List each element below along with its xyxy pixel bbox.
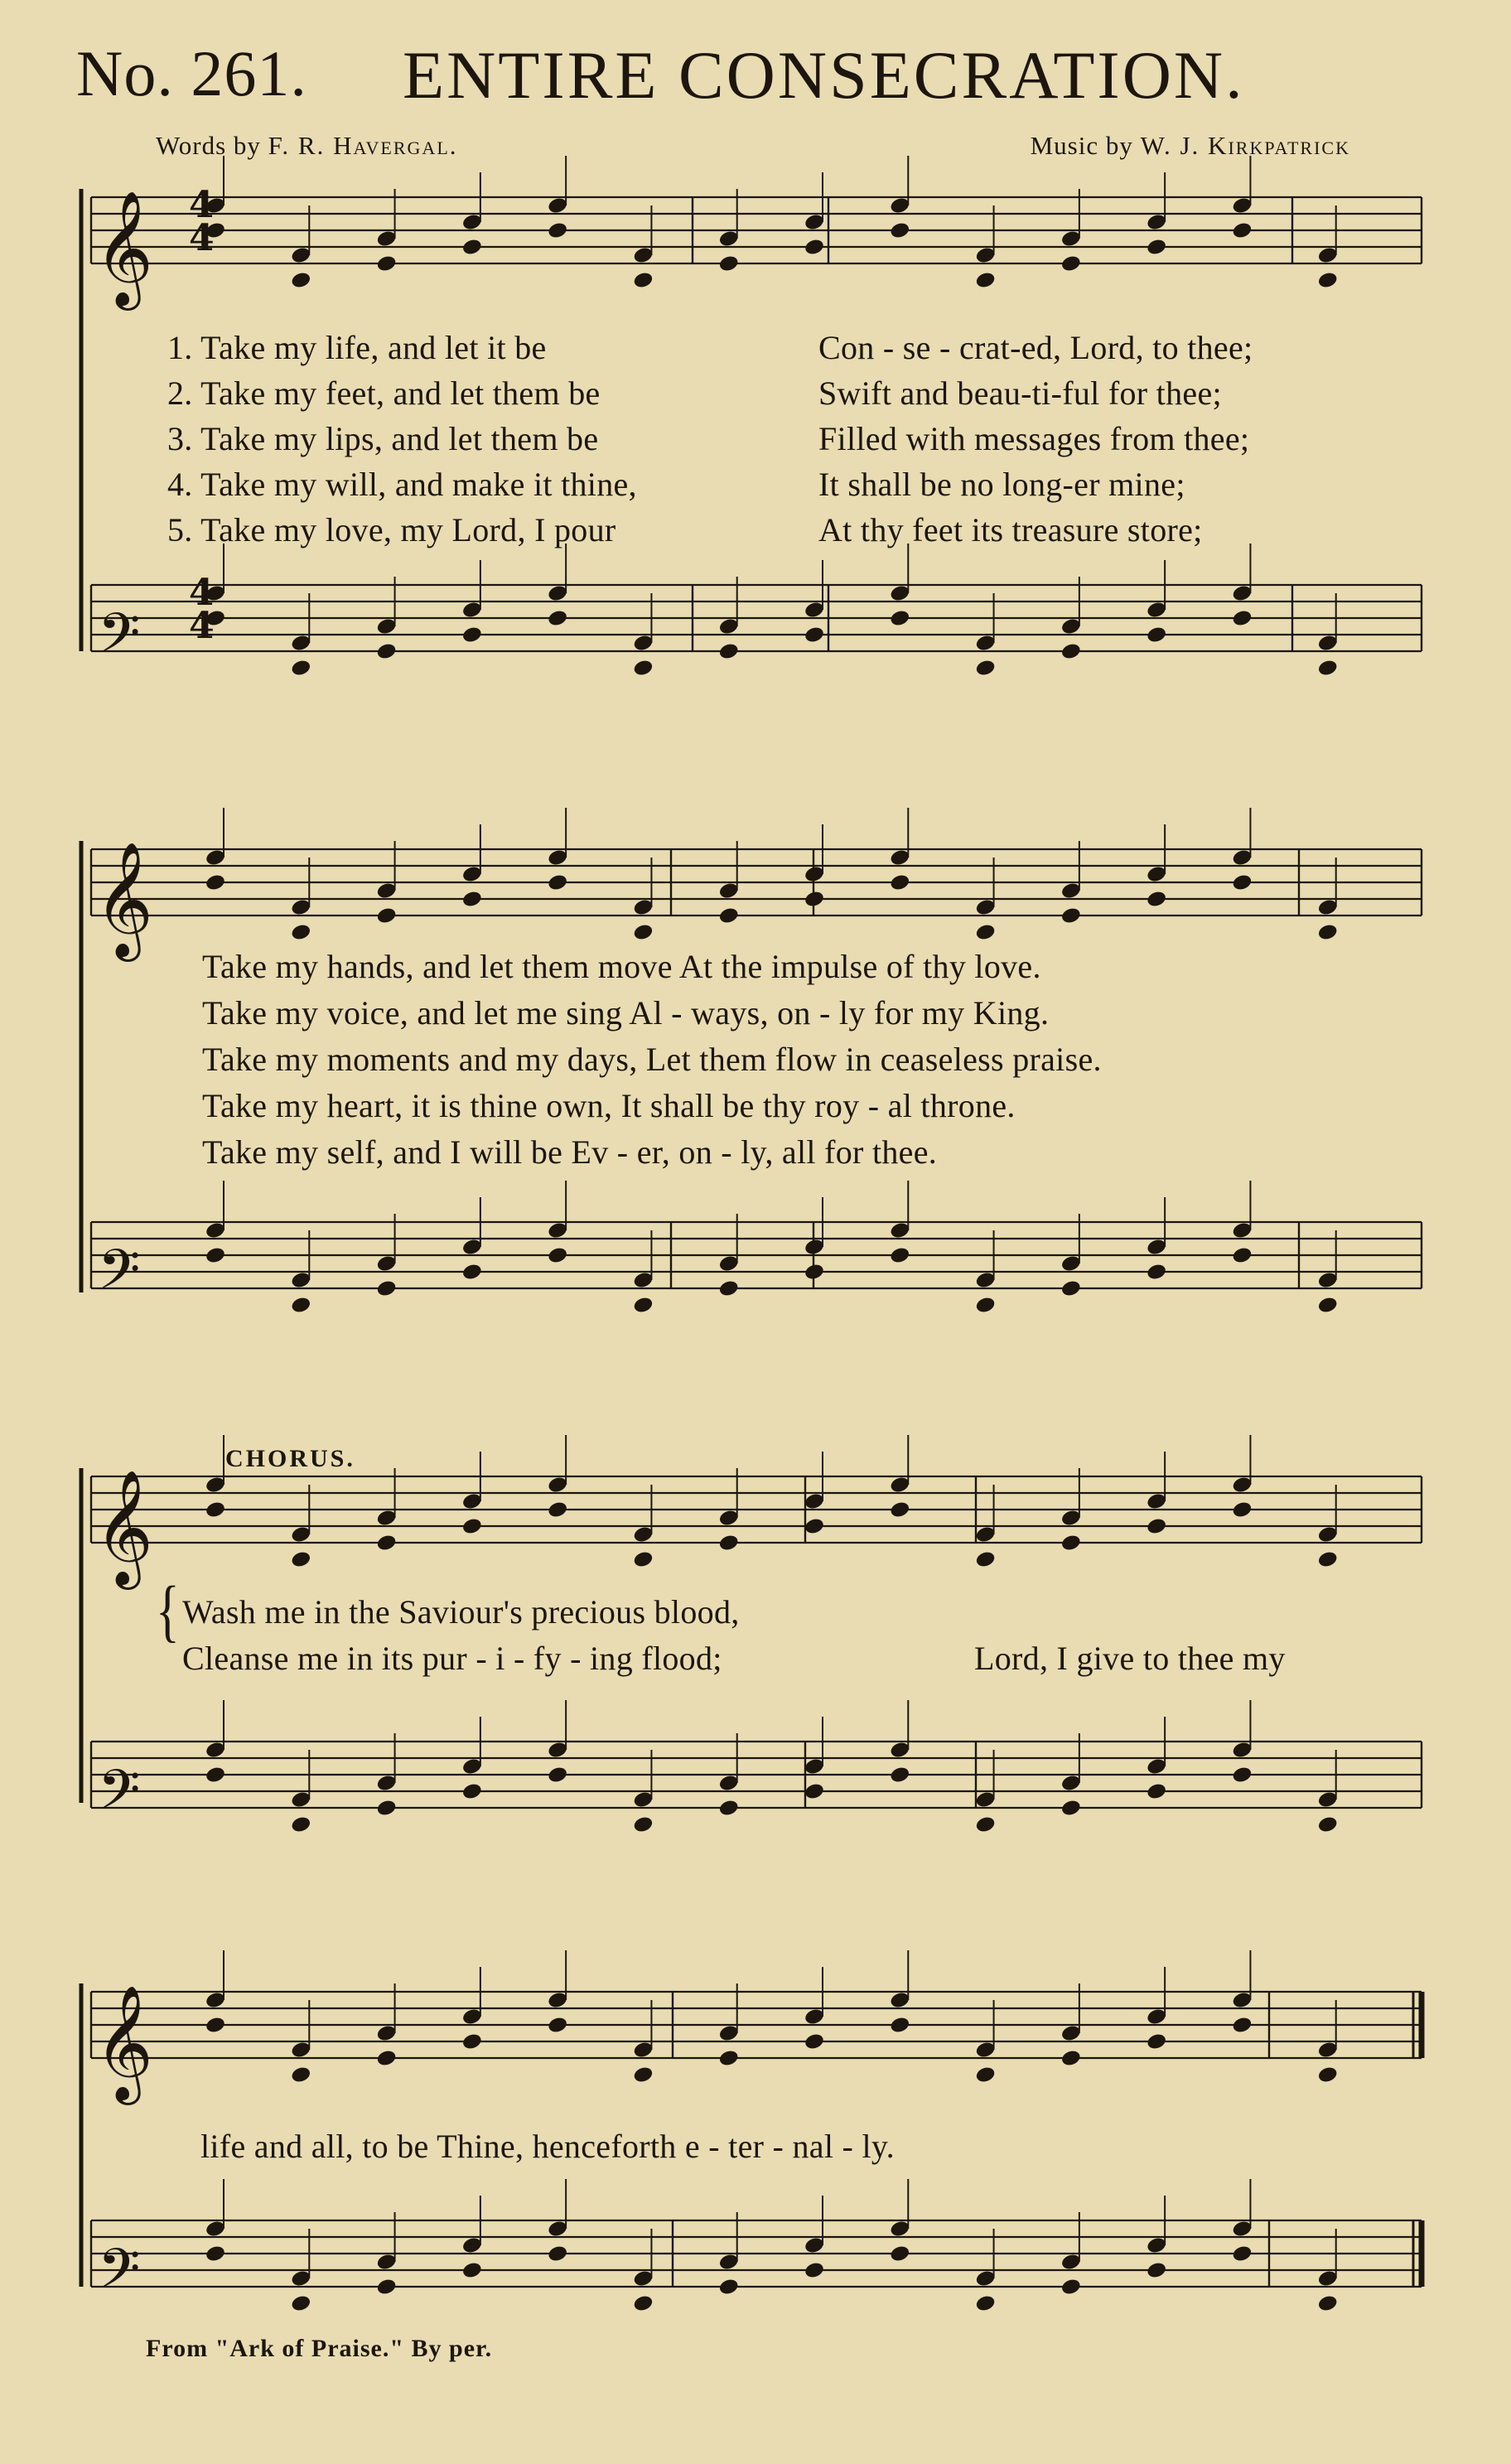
system-1-treble-note — [461, 238, 483, 257]
system-1-bass-note — [974, 659, 996, 678]
system-2-bass-note — [889, 1246, 910, 1265]
hymn-number: No. 261. — [76, 37, 307, 109]
system-4-bass-note — [1146, 2261, 1167, 2280]
system-4-bass-note — [461, 2261, 483, 2280]
verse-3-line-2: Take my moments and my days, Let them flow in ceaseless praise. — [202, 1041, 1102, 1078]
system-2-treble-note — [1231, 873, 1253, 892]
chorus-label: CHORUS. — [225, 1445, 355, 1472]
system-4-bass-note — [1231, 2244, 1253, 2263]
system-4-bass-clef: 𝄢 — [98, 2237, 141, 2314]
chorus-line-1b: Cleanse me in its pur - i - fy - ing flood; — [182, 1640, 722, 1677]
system-3-treble-note — [1317, 1550, 1339, 1569]
system-1-bass-note — [889, 609, 910, 628]
system-2-bass-note — [1146, 1263, 1167, 1282]
system-1-treble-note — [974, 271, 996, 290]
system-1-bass-note — [632, 659, 654, 678]
system-4-bass-note — [547, 2244, 568, 2263]
verse-3-line-1a: 3. Take my lips, and let them be — [167, 420, 599, 457]
system-3-bass-note — [718, 1799, 740, 1818]
system-4-treble-note — [375, 2049, 397, 2068]
system-1-treble-note — [718, 254, 740, 273]
system-1-bass-note — [290, 659, 311, 678]
system-3-treble-note — [632, 1550, 654, 1569]
verse-4-line-1a: 4. Take my will, and make it thine, — [167, 466, 637, 503]
system-1-treble-clef: 𝄞 — [94, 191, 153, 306]
system-2-treble-note — [1146, 890, 1167, 909]
system-3-treble-note — [205, 1500, 226, 1519]
chorus-line-1c: Lord, I give to thee my — [974, 1640, 1286, 1677]
system-2-bass-note — [804, 1263, 825, 1282]
system-4-treble-note — [1231, 2016, 1253, 2035]
verse-4-line-1b: It shall be no long-er mine; — [818, 466, 1185, 503]
system-1-treble-note — [1317, 271, 1339, 290]
system-1-treble-note — [889, 221, 910, 240]
system-4-treble-note — [889, 2016, 910, 2035]
system-1-bass-note — [375, 642, 397, 661]
chorus-brace-left: { — [156, 1572, 180, 1650]
system-3-bass-note — [461, 1782, 483, 1801]
time-signature-treble: 4 — [189, 217, 215, 259]
system-3-treble-note — [718, 1534, 740, 1553]
system-3-treble-note — [889, 1500, 910, 1519]
verse-2-line-1b: Swift and beau-ti-ful for thee; — [818, 374, 1222, 412]
verse-2-line-2: Take my voice, and let me sing Al - ways, on - ly for my King. — [202, 994, 1050, 1031]
system-3-bass-note — [632, 1815, 654, 1834]
system-4-treble-note — [1317, 2065, 1339, 2085]
music-credit-prefix: Music by — [1030, 131, 1133, 160]
system-2-bass-note — [1060, 1279, 1082, 1298]
system-1-treble-note — [547, 221, 568, 240]
system-2-bass-note — [290, 1296, 311, 1315]
system-3-bass-note — [1231, 1766, 1253, 1785]
system-1-bass-note — [1060, 642, 1082, 661]
system-4-treble-note — [1060, 2049, 1082, 2068]
system-2-treble-note — [375, 906, 397, 925]
system-3-treble-clef: 𝄞 — [94, 1470, 153, 1585]
system-3-treble-note — [547, 1500, 568, 1519]
system-1-bass-clef: 𝄢 — [98, 602, 141, 679]
verse-1-line-1b: Con - se - crat-ed, Lord, to thee; — [818, 329, 1253, 366]
system-1-bass-note — [718, 642, 740, 661]
hymn-title: ENTIRE CONSECRATION. — [403, 37, 1245, 113]
system-2-treble-note — [1317, 923, 1339, 942]
time-signature-bass: 4 — [189, 572, 215, 614]
system-3-bass-note — [205, 1766, 226, 1785]
system-4-treble-note — [290, 2065, 311, 2085]
system-4-bass-note — [718, 2278, 740, 2297]
system-1-bass-note — [547, 609, 568, 628]
system-4-bass-note — [804, 2261, 825, 2280]
system-4-bass-note — [889, 2244, 910, 2263]
system-2-treble-note — [547, 873, 568, 892]
system-2-treble-note — [804, 890, 825, 909]
verse-5-line-1a: 5. Take my love, my Lord, I pour — [167, 511, 616, 548]
system-1-treble-note — [290, 271, 311, 290]
system-1-bass-note — [461, 626, 483, 645]
system-2-bass-note — [1317, 1296, 1339, 1315]
system-3-treble-note — [1146, 1517, 1167, 1536]
system-2-treble-note — [1060, 906, 1082, 925]
verse-1-line-1a: 1. Take my life, and let it be — [167, 329, 547, 366]
system-1-treble-note — [1146, 238, 1167, 257]
system-3-treble-note — [1231, 1500, 1253, 1519]
music-composer: W. J. Kirkpatrick — [1140, 131, 1350, 160]
words-author: F. R. Havergal. — [268, 131, 458, 160]
system-3-bass-note — [804, 1782, 825, 1801]
system-2-bass-note — [375, 1279, 397, 1298]
system-4-bass-note — [375, 2278, 397, 2297]
system-2-treble-note — [461, 890, 483, 909]
system-3-treble-note — [1060, 1534, 1082, 1553]
system-2-treble-note — [290, 923, 311, 942]
system-4-treble-note — [547, 2016, 568, 2035]
source-footer: From "Ark of Praise." By per. — [146, 2335, 493, 2362]
system-3-bass-note — [974, 1815, 996, 1834]
chorus-line-1a: Wash me in the Saviour's precious blood, — [182, 1593, 740, 1631]
system-2-bass-clef: 𝄢 — [98, 1238, 141, 1315]
system-2-bass-note — [718, 1279, 740, 1298]
system-4-treble-note — [804, 2032, 825, 2051]
system-4-treble-note — [205, 2016, 226, 2035]
system-3-bass-note — [375, 1799, 397, 1818]
system-2-treble-note — [205, 873, 226, 892]
system-4-treble-clef: 𝄞 — [94, 1985, 153, 2100]
system-4-treble-note — [632, 2065, 654, 2085]
system-2-treble-clef: 𝄞 — [94, 842, 153, 957]
verse-2-line-1a: 2. Take my feet, and let them be — [167, 374, 601, 412]
system-3-bass-note — [547, 1766, 568, 1785]
system-3-bass-note — [290, 1815, 311, 1834]
verse-4-line-2: Take my heart, it is thine own, It shall be thy roy - al throne. — [202, 1087, 1016, 1124]
system-3-bass-clef: 𝄢 — [98, 1758, 141, 1835]
system-3-treble-note — [461, 1517, 483, 1536]
system-4-treble-note — [974, 2065, 996, 2085]
system-1-bass-note — [1231, 609, 1253, 628]
system-2-bass-note — [632, 1296, 654, 1315]
system-2-bass-note — [461, 1263, 483, 1282]
system-1-treble-note — [1060, 254, 1082, 273]
system-4-bass-note — [205, 2244, 226, 2263]
system-2-bass-note — [1231, 1246, 1253, 1265]
system-4-bass-note — [632, 2294, 654, 2313]
system-4-treble-note — [461, 2032, 483, 2051]
verse-1-line-2: Take my hands, and let them move At the impulse of thy love. — [202, 948, 1041, 985]
system-1-treble-note — [1231, 221, 1253, 240]
system-3-bass-note — [1146, 1782, 1167, 1801]
system-3-treble-note — [804, 1517, 825, 1536]
system-1-treble-note — [632, 271, 654, 290]
verse-5-line-2: Take my self, and I will be Ev - er, on - ly, all for thee. — [202, 1133, 938, 1171]
system-2-treble-note — [974, 923, 996, 942]
system-4-bass-note — [974, 2294, 996, 2313]
system-2-treble-note — [889, 873, 910, 892]
system-2-bass-note — [974, 1296, 996, 1315]
system-1-bass-note — [1317, 659, 1339, 678]
time-signature-treble: 4 — [189, 184, 215, 226]
system-2-bass-note — [205, 1246, 226, 1265]
system-4-bass-note — [1060, 2278, 1082, 2297]
system-1-treble-note — [804, 238, 825, 257]
system-3-treble-note — [290, 1550, 311, 1569]
system-1-bass-note — [804, 626, 825, 645]
system-2-treble-note — [632, 923, 654, 942]
system-3-bass-note — [1317, 1815, 1339, 1834]
system-3-treble-note — [375, 1534, 397, 1553]
system-4-bass-note — [1317, 2294, 1339, 2313]
system-3-bass-note — [1060, 1799, 1082, 1818]
words-credit-prefix: Words by — [156, 131, 261, 160]
system-2-bass-note — [547, 1246, 568, 1265]
system-2-treble-note — [718, 906, 740, 925]
system-4-treble-note — [718, 2049, 740, 2068]
verse-5-line-1b: At thy feet its treasure store; — [818, 511, 1203, 548]
system-1-bass-note — [1146, 626, 1167, 645]
verse-3-line-1b: Filled with messages from thee; — [818, 420, 1250, 457]
system-3-bass-note — [889, 1766, 910, 1785]
system-1-treble-note — [375, 254, 397, 273]
system-4-treble-note — [1146, 2032, 1167, 2051]
chorus-line-2: life and all, to be Thine, henceforth e - ter - nal - ly. — [200, 2128, 895, 2165]
system-4-bass-note — [290, 2294, 311, 2313]
system-3-treble-note — [974, 1550, 996, 1569]
time-signature-bass: 4 — [189, 605, 215, 647]
